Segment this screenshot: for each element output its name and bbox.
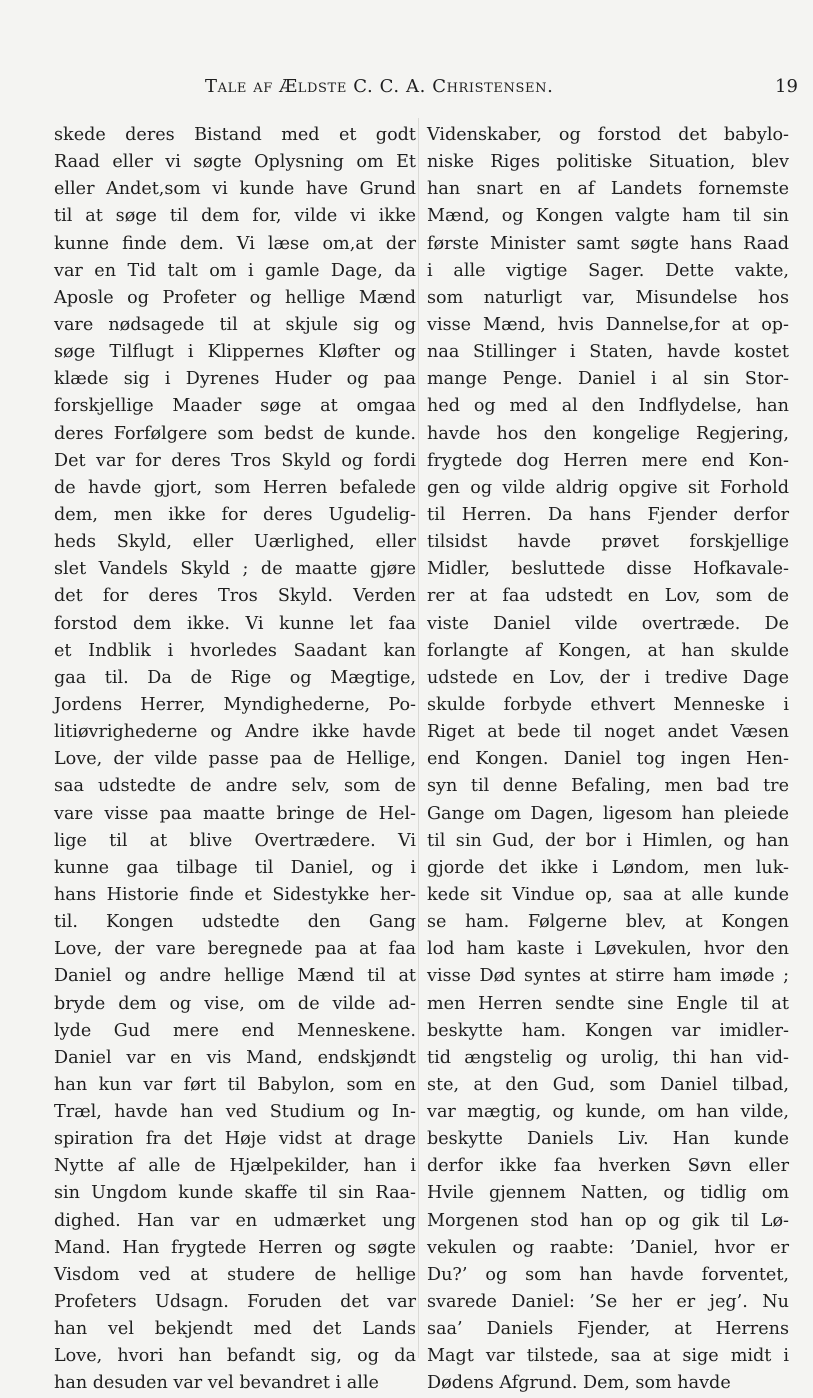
text-line: havde hos den kongelige Regjering, xyxy=(427,423,789,444)
text-line: Morgenen stod han op og gik til Lø- xyxy=(427,1210,789,1231)
text-line: var mægtig, og kunde, om han vilde, xyxy=(427,1102,789,1123)
text-line: Daniel var en vis Mand, endskjøndt xyxy=(54,1047,416,1068)
text-line: til at søge til dem for, vilde vi ikke xyxy=(54,206,416,227)
text-line: hans Historie finde et Sidestykke her- xyxy=(54,884,416,905)
text-line: Videnskaber, og forstod det babylo- xyxy=(427,125,789,145)
text-line: Profeters Udsagn. Foruden det var xyxy=(54,1292,416,1313)
text-line: kunne gaa tilbage til Daniel, og i xyxy=(54,857,416,878)
text-line: lyde Gud mere end Menneskene. xyxy=(54,1020,416,1041)
text-line: sin Ungdom kunde skaffe til sin Raa- xyxy=(54,1183,416,1204)
text-line: skulde forbyde ethvert Menneske i xyxy=(427,694,789,715)
text-line: bryde dem og vise, om de vilde ad- xyxy=(54,993,416,1014)
text-line: klæde sig i Dyrenes Huder og paa xyxy=(54,369,416,390)
text-line: Magt var tilstede, saa at sige midt i xyxy=(427,1346,789,1367)
text-line: Dødens Afgrund. Dem, som havde xyxy=(427,1373,731,1394)
text-line: Love, der vilde passe paa de Hellige, xyxy=(54,749,416,770)
text-line: han kun var ført til Babylon, som en xyxy=(54,1074,416,1095)
text-line: til. Kongen udstedte den Gang xyxy=(54,912,416,933)
text-line: mange Penge. Daniel i al sin Stor- xyxy=(427,369,789,390)
text-line: lige til at blive Overtrædere. Vi xyxy=(54,830,416,851)
text-line: gaa til. Da de Rige og Mægtige, xyxy=(54,667,416,688)
text-line: vare nødsagede til at skjule sig og xyxy=(54,314,416,335)
text-line: gen og vilde aldrig opgive sit Forhold xyxy=(427,477,789,498)
text-line: Det var for deres Tros Skyld og fordi xyxy=(54,450,416,471)
text-line: Visdom ved at studere de hellige xyxy=(54,1264,416,1285)
text-line: Mænd, og Kongen valgte ham til sin xyxy=(427,206,789,227)
text-line: Træl, havde han ved Studium og In- xyxy=(54,1102,416,1123)
text-line: Riget at bede til noget andet Væsen xyxy=(427,722,789,743)
text-line: frygtede dog Herren mere end Kon- xyxy=(427,450,789,471)
text-line: hed og med al den Indflydelse, han xyxy=(427,396,789,417)
text-line: et Indblik i hvorledes Saadant kan xyxy=(54,640,416,661)
text-line: gjorde det ikke i Løndom, men luk- xyxy=(427,857,789,878)
running-head xyxy=(0,76,813,100)
text-line: han desuden var vel bevandret i alle xyxy=(54,1373,379,1394)
page-number: 19 xyxy=(775,76,798,97)
text-line: Love, der vare beregnede paa at faa xyxy=(54,939,416,960)
text-line: forstod dem ikke. Vi kunne let faa xyxy=(54,613,416,634)
text-line: beskytte Daniels Liv. Han kunde xyxy=(427,1129,789,1150)
right-text-column xyxy=(427,122,789,1398)
text-line: Hvile gjennem Natten, og tidlig om xyxy=(427,1183,789,1204)
text-line: end Kongen. Daniel tog ingen Hen- xyxy=(427,749,789,770)
text-line: skede deres Bistand med et godt xyxy=(54,125,416,145)
text-line: saa’ Daniels Fjender, at Herrens xyxy=(427,1319,789,1340)
text-line: det for deres Tros Skyld. Verden xyxy=(54,586,416,607)
text-line: Midler, besluttede disse Hofkavale- xyxy=(427,559,789,580)
text-line: Gange om Dagen, ligesom han pleiede xyxy=(427,803,789,824)
text-line: han vel bekjendt med det Lands xyxy=(54,1319,416,1340)
text-line: var en Tid talt om i gamle Dage, da xyxy=(54,260,416,281)
text-line: Raad eller vi søgte Oplysning om Et xyxy=(54,152,416,173)
left-text-column xyxy=(54,122,416,1398)
text-line: første Minister samt søgte hans Raad xyxy=(427,233,789,254)
text-line: han snart en af Landets fornemste xyxy=(427,179,789,200)
text-line: forskjellige Maader søge at omgaa xyxy=(54,396,416,417)
text-line: vare visse paa maatte bringe de Hel- xyxy=(54,803,416,824)
text-line: naa Stillinger i Staten, havde kostet xyxy=(427,342,789,363)
text-line: Aposle og Profeter og hellige Mænd xyxy=(54,287,416,308)
text-line: kede sit Vindue op, saa at alle kunde xyxy=(427,884,789,905)
text-line: de havde gjort, som Herren befalede xyxy=(54,477,416,498)
text-line: syn til denne Befaling, men bad tre xyxy=(427,776,789,797)
text-line: men Herren sendte sine Engle til at xyxy=(427,993,789,1014)
text-line: saa udstedte de andre selv, som de xyxy=(54,776,416,797)
text-line: lod ham kaste i Løvekulen, hvor den xyxy=(427,939,789,960)
text-line: niske Riges politiske Situation, blev xyxy=(427,152,789,173)
text-line: spiration fra det Høje vidst at drage xyxy=(54,1129,416,1150)
text-line: se ham. Følgerne blev, at Kongen xyxy=(427,912,789,933)
text-line: forlangte af Kongen, at han skulde xyxy=(427,640,789,661)
text-line: Mand. Han frygtede Herren og søgte xyxy=(54,1237,416,1258)
text-line: til sin Gud, der bor i Himlen, og han xyxy=(427,830,789,851)
text-line: beskytte ham. Kongen var imidler- xyxy=(427,1020,789,1041)
text-line: udstede en Lov, der i tredive Dage xyxy=(427,667,789,688)
text-line: slet Vandels Skyld ; de maatte gjøre xyxy=(54,559,416,580)
text-line: Love, hvori han befandt sig, og da xyxy=(54,1346,416,1367)
text-line: visse Mænd, hvis Dannelse,for at op- xyxy=(427,314,789,335)
text-line: vekulen og raabte: ’Daniel, hvor er xyxy=(427,1237,789,1258)
text-line: dighed. Han var en udmærket ung xyxy=(54,1210,416,1231)
text-line: til Herren. Da hans Fjender derfor xyxy=(427,504,789,525)
running-title: Tale af Ældste C. C. A. Christensen. xyxy=(205,76,554,97)
text-line: dem, men ikke for deres Ugudelig- xyxy=(54,504,416,525)
column-divider xyxy=(418,118,419,1358)
text-line: rer at faa udstedt en Lov, som de xyxy=(427,586,789,607)
text-line: derfor ikke faa hverken Søvn eller xyxy=(427,1156,789,1177)
text-line: deres Forfølgere som bedst de kunde. xyxy=(54,423,416,444)
text-line: Jordens Herrer, Myndighederne, Po- xyxy=(54,694,416,715)
text-line: viste Daniel vilde overtræde. De xyxy=(427,613,789,634)
text-line: Daniel og andre hellige Mænd til at xyxy=(54,966,416,987)
text-line: i alle vigtige Sager. Dette vakte, xyxy=(427,260,789,281)
text-line: tid ængstelig og urolig, thi han vid- xyxy=(427,1047,789,1068)
text-line: litiøvrighederne og Andre ikke havde xyxy=(54,722,416,743)
text-line: heds Skyld, eller Uærlighed, eller xyxy=(54,532,416,553)
text-line: Du?’ og som han havde forventet, xyxy=(427,1264,789,1285)
text-line: søge Tilflugt i Klippernes Kløfter og xyxy=(54,342,416,363)
text-line: eller Andet,som vi kunde have Grund xyxy=(54,179,416,200)
text-line: visse Død syntes at stirre ham imøde ; xyxy=(427,966,789,987)
text-line: svarede Daniel: ’Se her er jeg’. Nu xyxy=(427,1292,789,1313)
text-line: som naturligt var, Misundelse hos xyxy=(427,287,789,308)
text-line: ste, at den Gud, som Daniel tilbad, xyxy=(427,1074,789,1095)
text-line: kunne finde dem. Vi læse om,at der xyxy=(54,233,416,254)
text-line: Nytte af alle de Hjælpekilder, han i xyxy=(54,1156,416,1177)
text-line: tilsidst havde prøvet forskjellige xyxy=(427,532,789,553)
